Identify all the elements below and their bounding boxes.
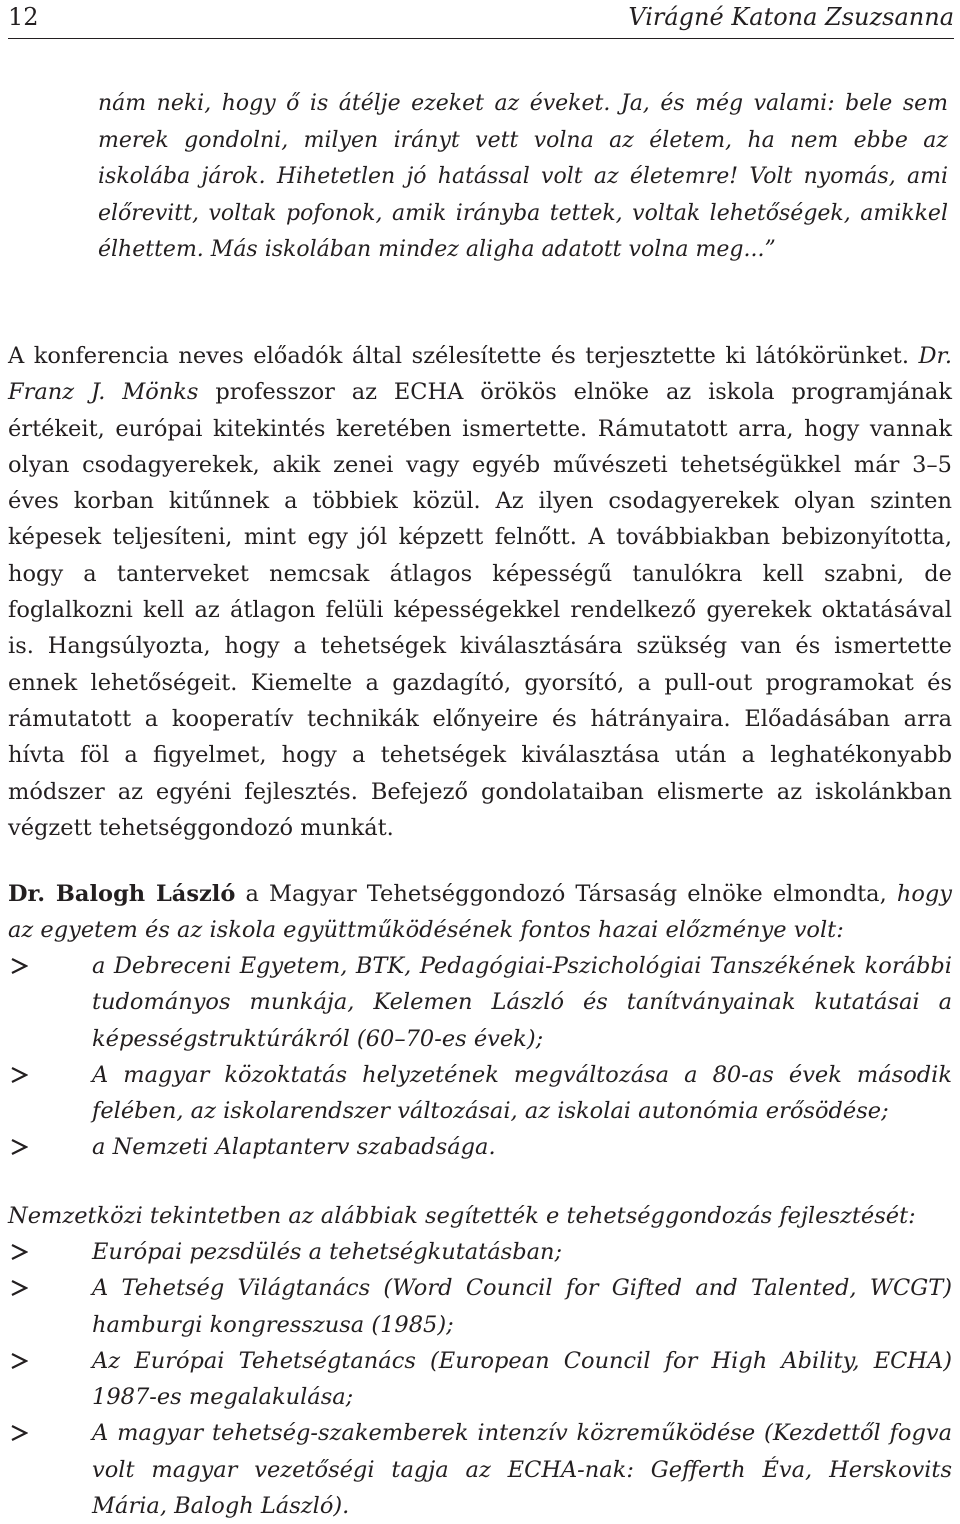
list-item-text: a Debreceni Egyetem, BTK, Pedagógiai-Pszichológiai Tanszékének korábbi tudományos munkája, Kelemen László és tanítványainak kutatásai a képességstruktúrákról (60–70-es évek); <box>92 953 952 1052</box>
arrowhead-bullet-icon <box>10 1066 28 1084</box>
page-header <box>8 0 954 39</box>
list-item <box>8 1057 952 1130</box>
list-item-text: A Tehetség Világtanács (Word Council for Gifted and Talented, WCGT) hamburgi kongresszusa (1985); <box>92 1275 952 1338</box>
list-item <box>8 1129 952 1165</box>
para2-italic: hogy az egyetem és az iskola együttműködésének fontos hazai előzménye volt: <box>8 881 952 944</box>
domestic-antecedents-list <box>8 948 952 1166</box>
running-head-author: Virágné Katona Zsuzsanna <box>628 3 954 31</box>
international-intro: Nemzetközi tekintetben az alábbiak segítették e tehetséggondozás fejlesztését: <box>8 1203 916 1229</box>
arrowhead-bullet-icon <box>10 957 28 975</box>
arrowhead-bullet-icon <box>10 1352 28 1370</box>
body-paragraph-balogh <box>8 876 952 949</box>
quote-paragraph: nám neki, hogy ő is átélje ezeket az éveket. Ja, és még valami: bele sem merek gondolni, milyen irányt vett volna az életem, ha nem ebbe az iskolába járok. Hihetetlen jó hatással volt az életemre! Volt nyomás, ami előrevitt, voltak pofonok, amik irányba tettek, voltak lehetőségek, amikkel élhettem. Más iskolában mindez aligha adatott volna meg...” <box>98 91 948 262</box>
para2-body: a Magyar Tehetséggondozó Társaság elnöke elmondta, <box>235 881 897 907</box>
list-item <box>8 1415 952 1524</box>
arrowhead-bullet-icon <box>10 1243 28 1261</box>
arrowhead-bullet-icon <box>10 1424 28 1442</box>
body-paragraph-monks <box>8 338 952 846</box>
arrowhead-bullet-icon <box>10 1279 28 1297</box>
list-item <box>8 948 952 1057</box>
speaker-name-balogh: Dr. Balogh László <box>8 881 236 907</box>
list-item <box>8 1270 952 1343</box>
arrowhead-bullet-icon <box>10 1138 28 1156</box>
para1-intro: A konferencia neves előadók által szélesítette és terjesztette ki látókörünket. <box>8 343 919 369</box>
speaker-name-monks: Dr. Franz J. Mönks <box>8 343 952 406</box>
list-item-text: Az Európai Tehetségtanács (European Council for High Ability, ECHA) 1987-es megalakulása; <box>92 1347 952 1411</box>
list-item <box>8 1234 952 1270</box>
list-item-text: a Nemzeti Alaptanterv szabadsága. <box>92 1134 496 1161</box>
page-number: 12 <box>8 3 39 31</box>
list-item-text: Európai pezsdülés a tehetségkutatásban; <box>92 1239 563 1265</box>
list-item-text: A magyar közoktatás helyzetének megváltozása a 80-as évek második felében, az iskolarendszer változásai, az iskolai autonómia erősödése; <box>92 1061 952 1125</box>
list-item <box>8 1343 952 1416</box>
list-item-text: A magyar tehetség-szakemberek intenzív közreműködése (Kezdettől fogva volt magyar vezetőségi tagja az ECHA-nak: Gefferth Éva, Herskovits Mária, Balogh László). <box>92 1420 952 1520</box>
international-factors-list <box>8 1234 952 1524</box>
para1-body: professzor az ECHA örökös elnöke az iskola programjának értékeit, európai kitekintés keretében ismertette. Rámutatott arra, hogy vannak olyan csodagyerekek, akik zenei vagy egyéb művészeti tehetségükkel már 3–5 éves korban kitűnnek a többiek közül. Az ilyen csodagyerekek olyan szinten képesek teljesíteni, mint egy jól képzett felnőtt. A továbbiakban bebizonyította, hogy a tanterveket nemcsak átlagos képességű tanulókra kell szabni, de foglalkozni kell az átlagon felüli képességekkel rendelkező gyerekek oktatásával is. Hangsúlyozta, hogy a tehetségek kiválasztására szükség van és ismertette ennek lehetőségeit. Kiemelte a gazdagító, gyorsító, a pull-out programokat és rámutatott a kooperatív technikák előnyeire és hátrányaira. Előadásában arra hívta föl a figyelmet, hogy a tehetségek kiválasztása után a leghatékonyabb módszer az egyéni fejlesztés. Befejező gondolataiban elismerte az iskolánkban végzett tehetséggondozó munkát. <box>8 379 952 841</box>
